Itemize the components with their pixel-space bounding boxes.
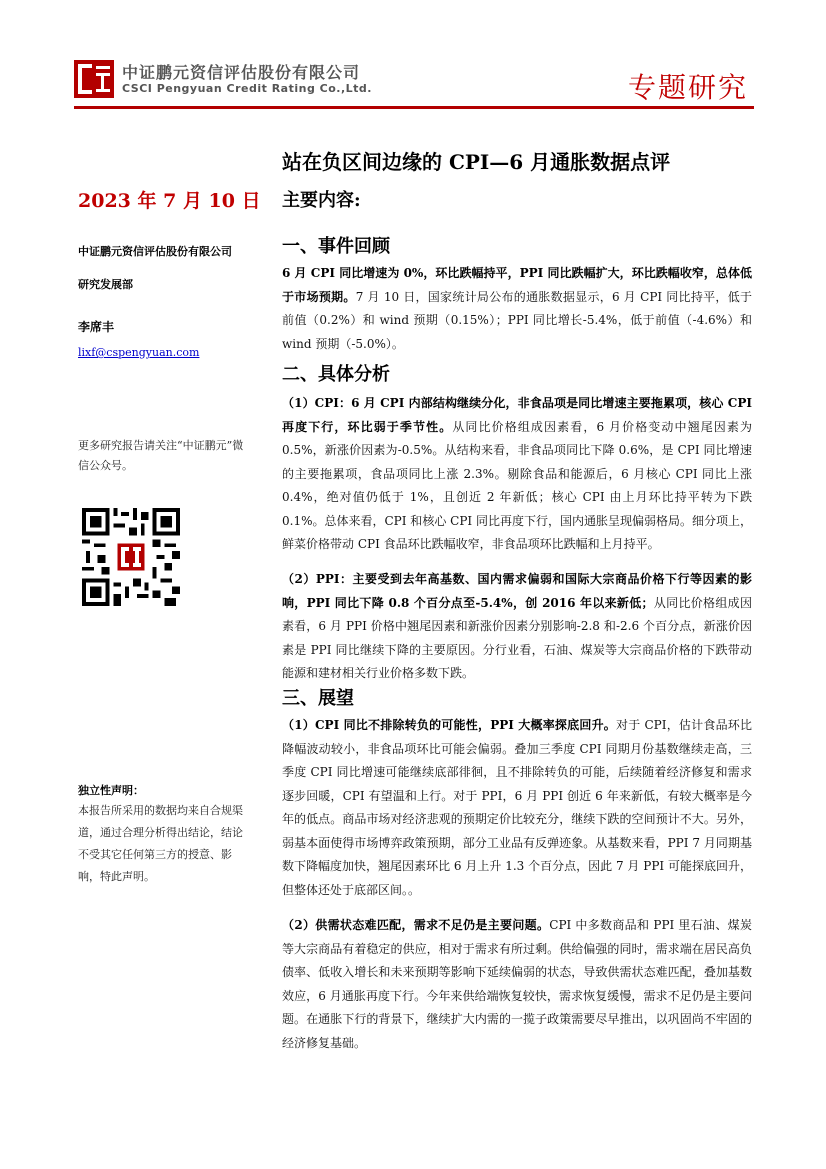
report-date: 2023 年 7 月 10 日 <box>78 190 261 212</box>
section-1-lead: 6 月 CPI 同比增速为 0%，环比跌幅持平，PPI 同比跌幅扩大，环比跌幅收窄，总体低于市场预期。 <box>282 266 752 304</box>
company-name-cn: 中证鹏元资信评估股份有限公司 <box>122 63 361 82</box>
company-name-en: CSCI Pengyuan Credit Rating Co.,Ltd. <box>122 82 372 95</box>
section-1-text: 7 月 10 日，国家统计局公布的通胀数据显示，6 月 CPI 同比持平，低于前值（0.2%）和 wind 预期（0.15%）；PPI 同比增长-5.4%，低于前值（-4.6%）和 wind 预期（-5.0%）。 <box>282 289 752 351</box>
section-2-cpi-lead: （1）CPI：6 月 CPI 内部结构继续分化，非食品项是同比增速主要拖累项，核心 CPI 再度下行，环比弱于季节性。 <box>282 396 752 434</box>
page-header <box>0 0 826 110</box>
section-3-paragraph-2 <box>282 914 752 1055</box>
report-title: 站在负区间边缘的 CPI—6 月通胀数据点评 <box>282 150 671 174</box>
company-logo-icon <box>74 60 114 98</box>
author-name: 李席丰 <box>78 320 115 334</box>
section-2-paragraph-1 <box>282 392 752 557</box>
report-type-label: 专题研究 <box>627 71 748 104</box>
section-3-outlook-text: 对于 CPI，估计食品环比降幅波动较小，非食品项环比可能会偏弱。叠加三季度 CPI 同期月份基数继续走高，三季度 CPI 同比增速可能继续底部徘徊，且不排除转负的可能，后续随着经济修复和需求逐步回暖，CPI 有望温和上行。对于 PPI，6 月 PPI 创近 6 年来新低，有较大概率是今年的低点。商品市场对经济悲观的预期定价比较充分，继续下跌的空间预计不大。另外，弱基本面使得市场博弈政策预期，部分工业品有反弹迹象。从基数来看，PPI 7 月同期基数下降幅度加快，翘尾因素环比 6 月上升 1.3 个百分点，因此 7 月 PPI 可能探底回升，但整体还处于底部区间。。 <box>282 718 753 897</box>
section-3-outlook-lead: （1）CPI 同比不排除转负的可能性，PPI 大概率探底回升。 <box>282 718 617 732</box>
section-2-ppi-lead: （2）PPI：主要受到去年高基数、国内需求偏弱和国际大宗商品价格下行等因素的影响，PPI 同比下降 0.8 个百分点至-5.4%，创 2016 年以来新低； <box>282 572 752 610</box>
section-3-heading: 三、展望 <box>282 688 354 709</box>
section-2-cpi-text: 从同比价格组成因素看，6 月价格变动中翘尾因素为 0.5%，新涨价因素为-0.5%。从结构来看，非食品项同比下降 0.6%，是 CPI 同比增速的主要拖累项，食品项同比上涨 2.3%。剔除食品和能源后，6 月核心 CPI 同比上涨 0.4%，绝对值仍低于 1%，且创近 2 年新低；核心 CPI 由上月环比持平转为下跌 0.1%。总体来看，CPI 和核心 CPI 同比再度下行，国内通胀呈现偏弱格局。细分项上，鲜菜价格带动 CPI 食品环比跌幅收窄，非食品项环比跌幅和上月持平。 <box>282 419 752 551</box>
sidebar-dept: 研究发展部 <box>78 278 133 291</box>
disclaimer-title: 独立性声明： <box>78 784 144 797</box>
section-2-ppi-text: 从同比价格组成因素看，6 月 PPI 价格中翘尾因素和新涨价因素分别影响-2.8 和-2.6 个百分点，新涨价因素是 PPI 同比继续下降的主要原因。分行业看，石油、煤炭等大宗商品价格的下跌带动能源和建材相关行业价格多数下跌。 <box>282 595 752 680</box>
section-2-heading: 二、具体分析 <box>282 364 390 385</box>
section-3-paragraph-1 <box>282 714 752 902</box>
summary-heading: 主要内容: <box>282 190 361 211</box>
follow-note: 更多研究报告请关注“中证鹏元”微信公众号。 <box>78 439 244 472</box>
author-email-link[interactable]: lixf@cspengyuan.com <box>78 346 200 359</box>
qr-code-icon[interactable] <box>82 508 180 606</box>
section-3-supply-text: CPI 中多数商品和 PPI 里石油、煤炭等大宗商品有着稳定的供应，相对于需求有所过剩。供给偏强的同时，需求端在居民高负债率、低收入增长和未来预期等影响下延续偏弱的状态，导致供需状态难匹配，叠加基数效应，6 月通胀再度下行。今年来供给端恢复较快，需求恢复缓慢，需求不足仍是主要问题。在通胀下行的背景下，继续扩大内需的一揽子政策需要尽早推出，以巩固尚不牢固的经济修复基础。 <box>282 918 752 1050</box>
section-2-paragraph-2 <box>282 568 752 686</box>
section-1-heading: 一、事件回顾 <box>282 236 390 257</box>
section-1-paragraph <box>282 262 752 356</box>
header-divider <box>74 106 754 109</box>
disclaimer-body: 本报告所采用的数据均来自合规渠道，通过合理分析得出结论，结论不受其它任何第三方的授意、影响，特此声明。 <box>78 804 243 883</box>
sidebar-org: 中证鹏元资信评估股份有限公司 <box>78 245 232 258</box>
section-3-supply-lead: （2）供需状态难匹配，需求不足仍是主要问题。 <box>282 918 550 932</box>
